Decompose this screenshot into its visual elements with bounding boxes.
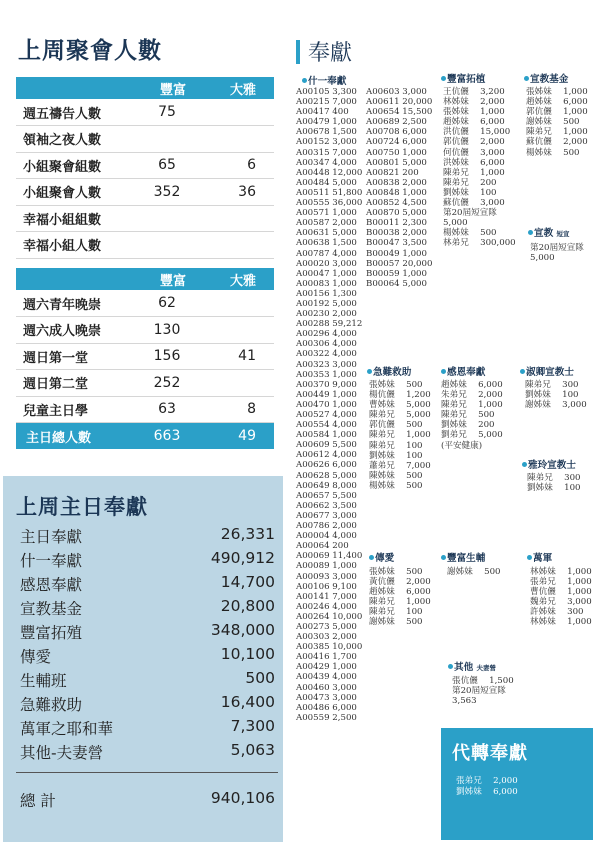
- table-row: 週日第二堂 252: [16, 370, 274, 397]
- section-heading-mission-fund: 宣教基金: [524, 71, 568, 85]
- offering-total-row: 總 計 940,106: [20, 789, 275, 810]
- offering-row: 生輔班 500: [20, 669, 275, 690]
- missionary-shuqing-list: 陳弟兄 300 劉姊妹 100 謝姊妹 3,000: [525, 380, 587, 411]
- title-accent-bar: [296, 40, 300, 64]
- bullet-icon: [441, 76, 446, 81]
- offering-row: 萬軍之耶和華 7,300: [20, 717, 275, 738]
- column-header-daya: 大雅: [212, 268, 274, 290]
- bullet-icon: [302, 78, 307, 83]
- bullet-icon: [369, 555, 374, 560]
- table-row: 幸福小組組數: [16, 205, 274, 232]
- section-heading-missionary-yaling: 雅玲宣教士: [522, 457, 576, 471]
- section-heading-missionary-shuqing: 淑卿宣教士: [520, 364, 574, 378]
- offering-row: 主日奉獻 26,331: [20, 525, 275, 546]
- table-row: 週六青年晚崇 62: [16, 290, 274, 317]
- offering-row: 豐富拓殖 348,000: [20, 621, 275, 642]
- tithe-list-col2: A00603 3,000 A00611 20,000 A00654 15,500 A00689 2,500 A00708 6,000 A00724 6,000 A00750 1,000 A00801 5,000 A00821 200 A00838 2,000 A00848 1,000 A00852 4,500 A00870 5,000 B00011 2,300 B00038 2,000 B00047 3,500 B00049 1,000 B00057 20,000 B00059 1,000 B00064 5,000: [366, 87, 433, 289]
- emergency-list: 張姊妹 500 楊伉儷 1,200 曹姊妹 5,000 陳弟兄 5,000 郭伉儷 500 陳弟兄 1,000 陳弟兄 100 劉姊妹 100 蕭弟兄 7,000 陳姊妹 500 楊姊妹 500: [369, 380, 431, 491]
- offering-row: 感恩奉獻 14,700: [20, 573, 275, 594]
- column-header-daya: 大雅: [212, 77, 274, 99]
- table-row: 小組聚會組數 65 6: [16, 152, 274, 179]
- section-heading-thanks: 感恩奉獻: [441, 364, 485, 378]
- thanks-list: 趙姊妹 6,000 朱弟兄 2,000 陳弟兄 1,000 陳弟兄 500 劉姊妹 200 劉弟兄 5,000 (平安健康): [441, 380, 503, 451]
- section-heading-chuanai: 傳愛: [369, 550, 394, 564]
- section-heading-wanjun: 萬軍: [527, 550, 552, 564]
- mission-fund-list: 張姊妹 1,000 趙姊妹 6,000 郭伉儷 1,000 謝姊妹 500 陳弟兄 1,000 蘇伉儷 2,000 楊姊妹 500: [526, 87, 588, 158]
- others-list: 張伉儷 1,500 第20屆短宣隊 3,563: [452, 676, 514, 707]
- tuozhi-list: 王伉儷 3,200 林姊妹 2,000 張姊妹 1,000 趙姊妹 6,000 洪伉儷 15,000 郭伉儷 2,000 何伉儷 3,000 洪姊妹 6,000 陳弟兄 1,000 陳弟兄 200 劉姊妹 100 蘇伉儷 3,000 第20屆短宣隊 5,000 楊姊妹 500 林弟兄 300,000: [443, 87, 516, 249]
- bullet-icon: [527, 555, 532, 560]
- divider: [16, 772, 278, 773]
- table-row: 兒童主日學 63 8: [16, 396, 274, 423]
- shengfu-list: 謝姊妹 500: [447, 567, 501, 577]
- bullet-icon: [367, 369, 372, 374]
- tithe-list-col1: A00105 3,300 A00215 7,000 A00417 400 A00479 1,000 A00678 1,500 A00152 3,000 A00315 7,000 A00347 4,000 A00448 12,000 A00484 5,000 A00511 51,800 A00555 36,000 A00571 1,000 A00587 2,000 A00631 5,000 A00638 1,500 A00787 4,000 A00020 3,000 A00047 1,000 A00083 1,000 A00156 1,300 A00192 5,000 A00230 2,000 A00288 59,212 A00296 4,000 A00306 4,000 A00322 4,000 A00323 3,000 A00353 1,000 A00370 9,000 A00449 1,000 A00470 1,000 A00527 4,000 A00554 4,000 A00584 1,000 A00609 5,500 A00612 4,000 A00626 6,000 A00628 5,000 A00649 8,000 A00657 5,500 A00662 3,500 A00677 3,000 A00786 2,000 A00004 4,000 A00064 200 A00069 11,400 A00089 1,000 A00093 3,000 A00106 9,100 A00141 7,000 A00246 4,000 A00264 10,000 A00273 5,000 A00303 2,000 A00385 10,000 A00416 1,700 A00429 1,000 A00439 4,000 A00460 3,000 A00473 3,000 A00486 6,000 A00559 2,500: [296, 87, 363, 723]
- offering-row: 其他-夫妻營 5,063: [20, 741, 275, 762]
- bullet-icon: [448, 664, 453, 669]
- section-heading-tuozhi: 豐富拓植: [441, 71, 485, 85]
- section-heading-tithe: 什一奉獻: [302, 73, 346, 87]
- section-heading-mission-short: 宣教 短宣: [528, 225, 570, 239]
- offering-row: 宣教基金 20,800: [20, 597, 275, 618]
- section-heading-others: 其他 夫妻營: [448, 659, 496, 673]
- section-heading-shengfu: 豐富生輔: [441, 550, 485, 564]
- section-heading-emergency: 急難救助: [367, 364, 411, 378]
- table-row: 週五禱告人數 75: [16, 99, 274, 126]
- mission-short-list: 第20屆短宣隊 5,000: [530, 243, 584, 264]
- attendance-table-groups: [16, 77, 274, 259]
- missionary-yaling-list: 陳弟兄 300 劉姊妹 100: [527, 473, 581, 494]
- bullet-icon: [524, 76, 529, 81]
- transfer-offering-title: 代轉奉獻: [452, 743, 528, 764]
- table-row: 週六成人晚崇 130: [16, 317, 274, 344]
- offering-row: 什一奉獻 490,912: [20, 549, 275, 570]
- bullet-icon: [441, 369, 446, 374]
- bullet-icon: [441, 555, 446, 560]
- transfer-offering-list: 張弟兄 2,000 劉姊妹 6,000: [456, 776, 518, 797]
- offering-row: 傳愛 10,100: [20, 645, 275, 666]
- table-row: 領袖之夜人數: [16, 126, 274, 153]
- bullet-icon: [522, 462, 527, 467]
- offering-detail-title: 奉獻: [296, 36, 352, 67]
- attendance-title: 上周聚會人數: [18, 38, 162, 64]
- table-row: 小組聚會人數 352 36: [16, 179, 274, 206]
- column-header-fengfu: 豐富: [134, 268, 212, 290]
- offering-summary-title: 上周主日奉獻: [16, 495, 148, 519]
- bullet-icon: [520, 369, 525, 374]
- wanjun-list: 林姊妹 1,000 張弟兄 1,000 曹伉儷 1,000 魏弟兄 3,000 許姊妹 300 林姊妹 1,000: [530, 567, 592, 628]
- attendance-table-services: [16, 268, 274, 449]
- table-row: 幸福小組人數: [16, 232, 274, 259]
- table-row: 週日第一堂 156 41: [16, 343, 274, 370]
- offering-row: 急難救助 16,400: [20, 693, 275, 714]
- total-row: 主日總人數 663 49: [16, 423, 274, 450]
- chuanai-list: 張姊妹 500 黃伉儷 2,000 趙姊妹 6,000 陳弟兄 1,000 陳弟兄 100 謝姊妹 500: [369, 567, 431, 628]
- column-header-fengfu: 豐富: [134, 77, 212, 99]
- bullet-icon: [528, 230, 533, 235]
